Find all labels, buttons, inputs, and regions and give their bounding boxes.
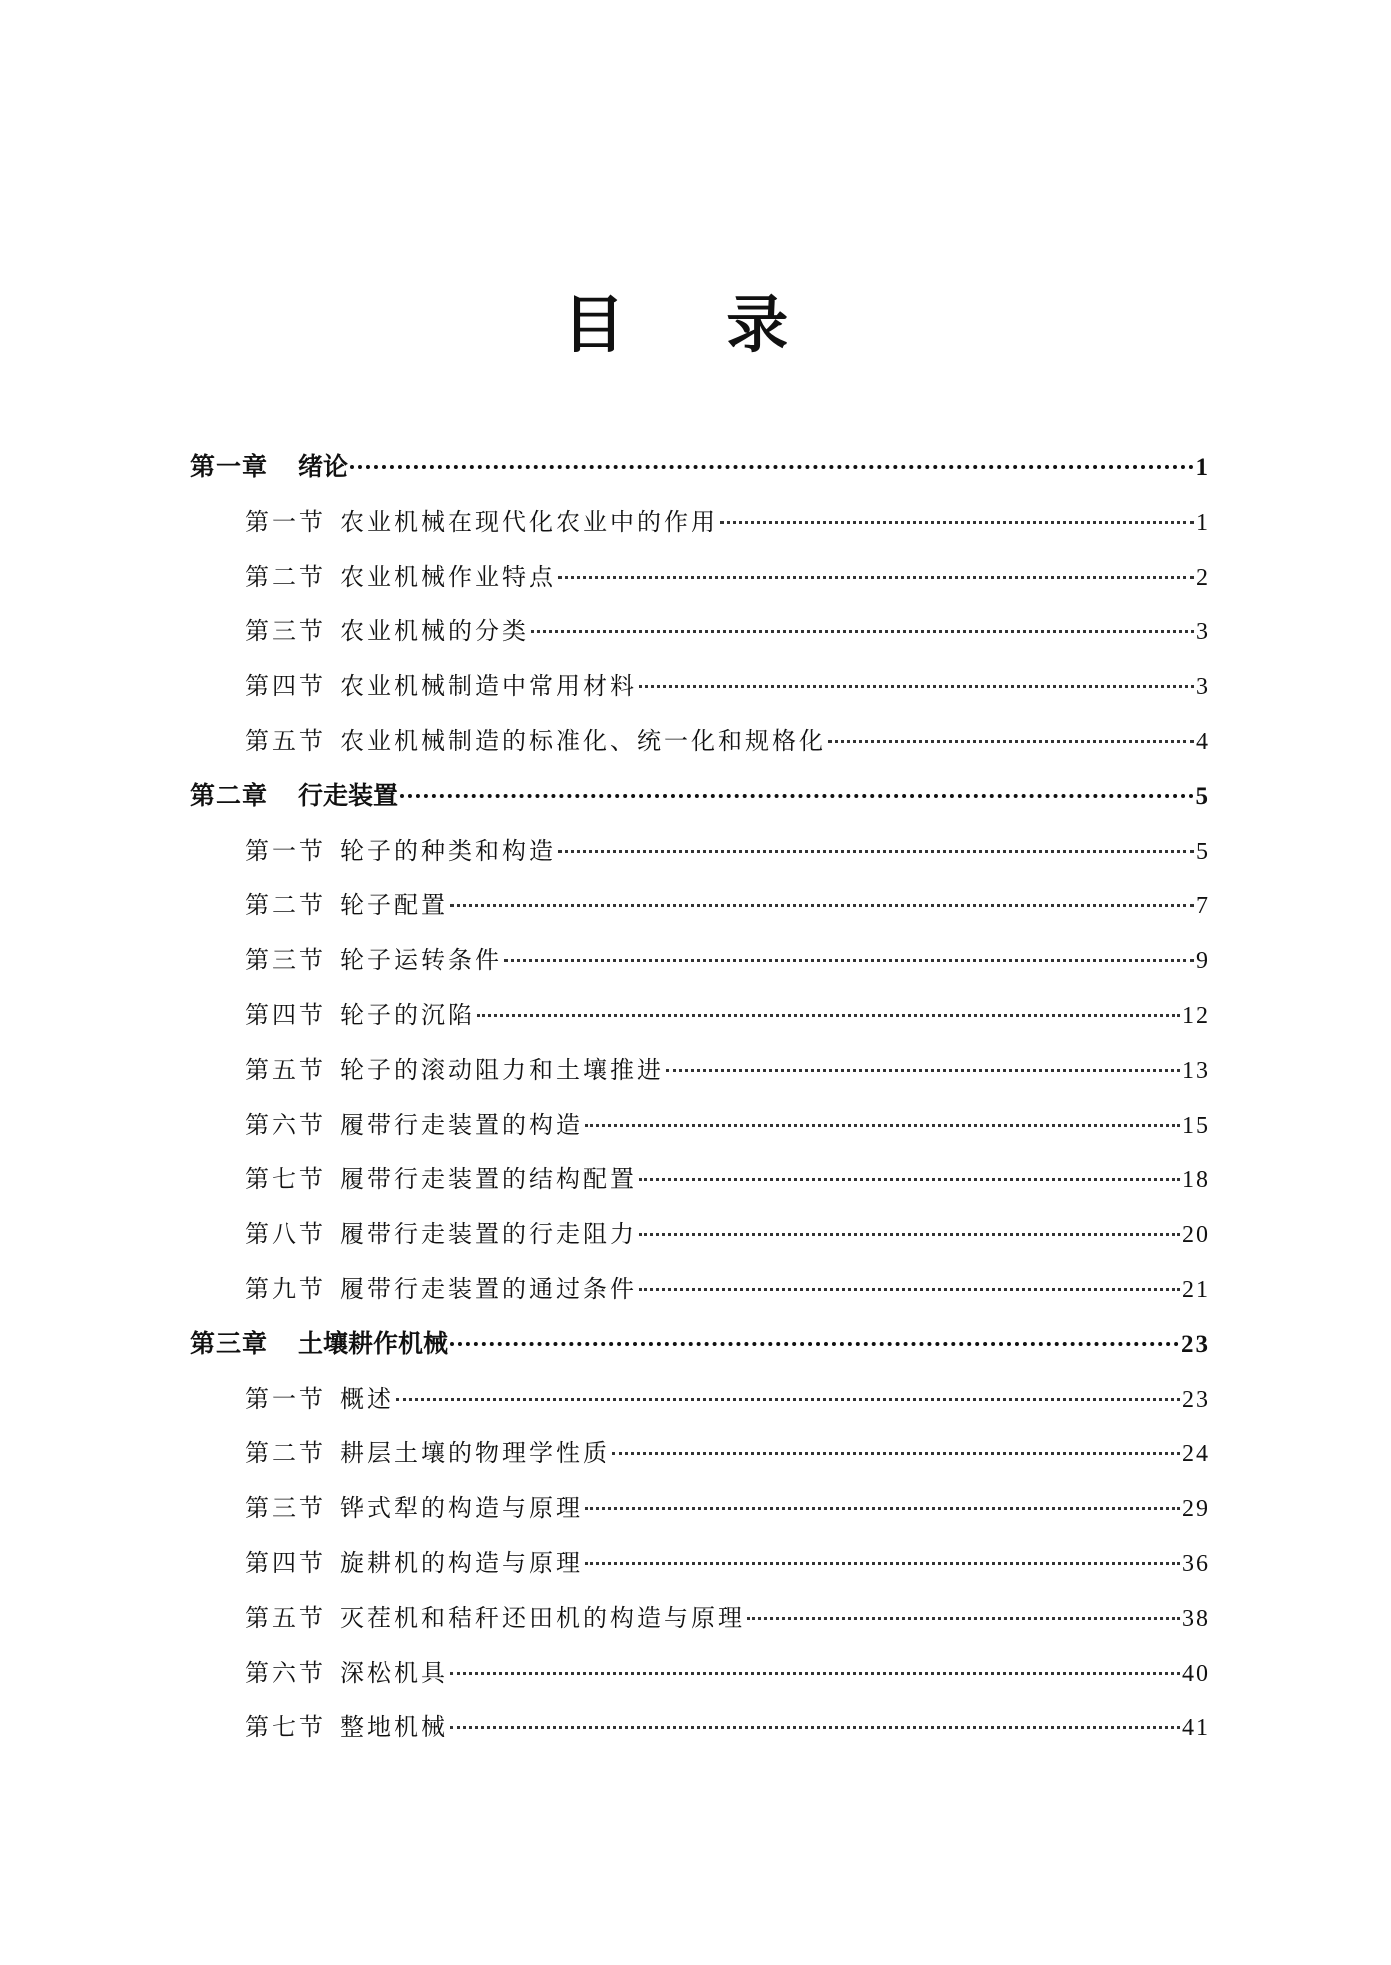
toc-section-entry[interactable] [190, 1700, 1210, 1755]
toc-dot-leader [639, 681, 1194, 688]
toc-section-entry[interactable] [190, 1043, 1210, 1098]
toc-entry-number: 第五节 [245, 1603, 326, 1632]
toc-entry-page-number: 1 [1195, 454, 1210, 481]
toc-entry-page-number: 29 [1182, 1496, 1210, 1523]
toc-entry-title: 轮子运转条件 [340, 946, 502, 975]
toc-dot-leader [585, 1120, 1180, 1127]
toc-entry-title: 轮子配置 [340, 891, 448, 920]
toc-entry-number: 第三章 [190, 1328, 269, 1358]
toc-entry-page-number: 9 [1196, 948, 1210, 975]
toc-entry-title: 整地机械 [340, 1713, 448, 1742]
toc-entry-title: 绪论 [298, 452, 349, 481]
toc-entry-page-number: 5 [1195, 782, 1210, 810]
toc-entry-page-number: 24 [1182, 1441, 1210, 1468]
toc-dot-leader [450, 900, 1194, 907]
toc-entry-number: 第七节 [245, 1165, 326, 1194]
toc-entry-number: 第二节 [245, 891, 326, 920]
toc-entry-number: 第四节 [245, 1548, 326, 1577]
toc-entry-title: 灭茬机和秸秆还田机的构造与原理 [340, 1603, 745, 1632]
toc-entry-page-number: 20 [1182, 1222, 1210, 1249]
toc-dot-leader [585, 1503, 1180, 1510]
toc-dot-leader [450, 1668, 1180, 1675]
toc-entry-title: 轮子的滚动阻力和土壤推进 [340, 1055, 664, 1084]
toc-section-entry[interactable] [190, 550, 1210, 605]
toc-entry-title: 农业机械的分类 [340, 617, 529, 646]
toc-entry-page-number: 3 [1196, 674, 1210, 701]
toc-entry-page-number: 23 [1181, 1330, 1210, 1358]
toc-section-entry[interactable] [190, 1372, 1210, 1427]
toc-entry-page-number: 23 [1182, 1386, 1210, 1413]
toc-section-entry[interactable] [190, 1591, 1210, 1646]
toc-entry-page-number: 13 [1182, 1057, 1210, 1084]
toc-dot-leader [639, 1284, 1180, 1291]
toc-section-entry[interactable] [190, 714, 1210, 769]
toc-entry-title: 履带行走装置的通过条件 [340, 1274, 637, 1303]
toc-entry-page-number: 5 [1196, 838, 1210, 865]
toc-dot-leader [504, 955, 1194, 962]
toc-dot-leader [666, 1065, 1180, 1072]
toc-entry-page-number: 2 [1196, 564, 1210, 591]
toc-entry-page-number: 21 [1182, 1276, 1210, 1303]
toc-dot-leader [612, 1448, 1180, 1455]
toc-dot-leader [585, 1558, 1180, 1565]
toc-entry-number: 第一节 [245, 1384, 326, 1413]
toc-entry-title: 旋耕机的构造与原理 [340, 1548, 583, 1577]
toc-entry-title: 概述 [340, 1384, 394, 1413]
toc-entry-number: 第二节 [245, 562, 326, 591]
toc-entry-number: 第一节 [245, 507, 326, 536]
toc-section-entry[interactable] [190, 604, 1210, 659]
toc-entry-page-number: 38 [1182, 1605, 1210, 1632]
toc-entry-title: 农业机械作业特点 [340, 562, 556, 591]
page-title: 目 录 [562, 288, 829, 361]
toc-chapter-entry[interactable] [190, 1317, 1210, 1372]
toc-entry-title: 耕层土壤的物理学性质 [340, 1439, 610, 1468]
toc-entry-title: 履带行走装置的构造 [340, 1110, 583, 1139]
toc-entry-title: 铧式犁的构造与原理 [340, 1494, 583, 1523]
toc-section-entry[interactable] [190, 824, 1210, 879]
toc-entry-number: 第九节 [245, 1274, 326, 1303]
toc-entry-title: 深松机具 [340, 1658, 448, 1687]
toc-entry-page-number: 40 [1182, 1660, 1210, 1687]
toc-entry-number: 第二节 [245, 1439, 326, 1468]
toc-section-entry[interactable] [190, 1207, 1210, 1262]
toc-entry-title: 轮子的种类和构造 [340, 836, 556, 865]
toc-entry-number: 第六节 [245, 1110, 326, 1139]
toc-entry-number: 第一章 [190, 452, 269, 481]
toc-entry-title: 履带行走装置的结构配置 [340, 1165, 637, 1194]
toc-entry-title: 行走装置 [298, 780, 399, 810]
toc-chapter-entry[interactable] [190, 769, 1210, 824]
toc-entry-number: 第三节 [245, 946, 326, 975]
toc-entry-page-number: 18 [1182, 1167, 1210, 1194]
toc-dot-leader [558, 846, 1194, 853]
toc-dot-leader [747, 1613, 1180, 1620]
toc-dot-leader [558, 572, 1194, 579]
toc-entry-title: 土壤耕作机械 [298, 1328, 449, 1358]
toc-section-entry[interactable] [190, 1536, 1210, 1591]
toc-dot-leader [450, 1338, 1179, 1346]
toc-dot-leader [828, 736, 1194, 743]
toc-chapter-entry[interactable] [190, 440, 1210, 495]
toc-entry-number: 第五节 [245, 1055, 326, 1084]
toc-section-entry[interactable] [190, 988, 1210, 1043]
toc-dot-leader [450, 1722, 1180, 1729]
toc-entry-number: 第七节 [245, 1713, 326, 1742]
toc-entry-title: 轮子的沉陷 [340, 1000, 475, 1029]
toc-section-entry[interactable] [190, 1481, 1210, 1536]
toc-entry-number: 第五节 [245, 726, 326, 755]
toc-entry-number: 第四节 [245, 1000, 326, 1029]
toc-section-entry[interactable] [190, 495, 1210, 550]
toc-entry-page-number: 36 [1182, 1550, 1210, 1577]
toc-dot-leader [396, 1394, 1180, 1401]
toc-section-entry[interactable] [190, 1426, 1210, 1481]
toc-entry-title: 农业机械制造中常用材料 [340, 672, 637, 701]
toc-entry-page-number: 1 [1196, 509, 1210, 536]
toc-entry-number: 第三节 [245, 617, 326, 646]
toc-entry-page-number: 4 [1196, 728, 1210, 755]
toc-entry-number: 第二章 [190, 780, 269, 810]
toc-entry-page-number: 7 [1196, 893, 1210, 920]
toc-entry-title: 农业机械制造的标准化、统一化和规格化 [340, 726, 826, 755]
toc-entry-title: 农业机械在现代化农业中的作用 [340, 507, 718, 536]
toc-dot-leader [400, 790, 1193, 798]
toc-entry-number: 第六节 [245, 1658, 326, 1687]
toc-dot-leader [720, 517, 1194, 524]
toc-entry-number: 第八节 [245, 1220, 326, 1249]
table-of-contents [190, 440, 1210, 1755]
toc-dot-leader [531, 626, 1194, 633]
toc-dot-leader [477, 1010, 1180, 1017]
toc-section-entry[interactable] [190, 1646, 1210, 1701]
toc-dot-leader [639, 1174, 1180, 1181]
toc-section-entry[interactable] [190, 1262, 1210, 1317]
toc-entry-page-number: 15 [1182, 1112, 1210, 1139]
toc-entry-number: 第一节 [245, 836, 326, 865]
toc-entry-page-number: 3 [1196, 619, 1210, 646]
toc-dot-leader [350, 461, 1193, 469]
toc-dot-leader [639, 1229, 1180, 1236]
toc-section-entry[interactable] [190, 659, 1210, 714]
toc-entry-title: 履带行走装置的行走阻力 [340, 1220, 637, 1249]
toc-section-entry[interactable] [190, 933, 1210, 988]
toc-section-entry[interactable] [190, 878, 1210, 933]
toc-entry-page-number: 41 [1182, 1715, 1210, 1742]
toc-section-entry[interactable] [190, 1152, 1210, 1207]
toc-section-entry[interactable] [190, 1098, 1210, 1153]
toc-entry-number: 第三节 [245, 1494, 326, 1523]
toc-entry-page-number: 12 [1182, 1002, 1210, 1029]
toc-entry-number: 第四节 [245, 672, 326, 701]
